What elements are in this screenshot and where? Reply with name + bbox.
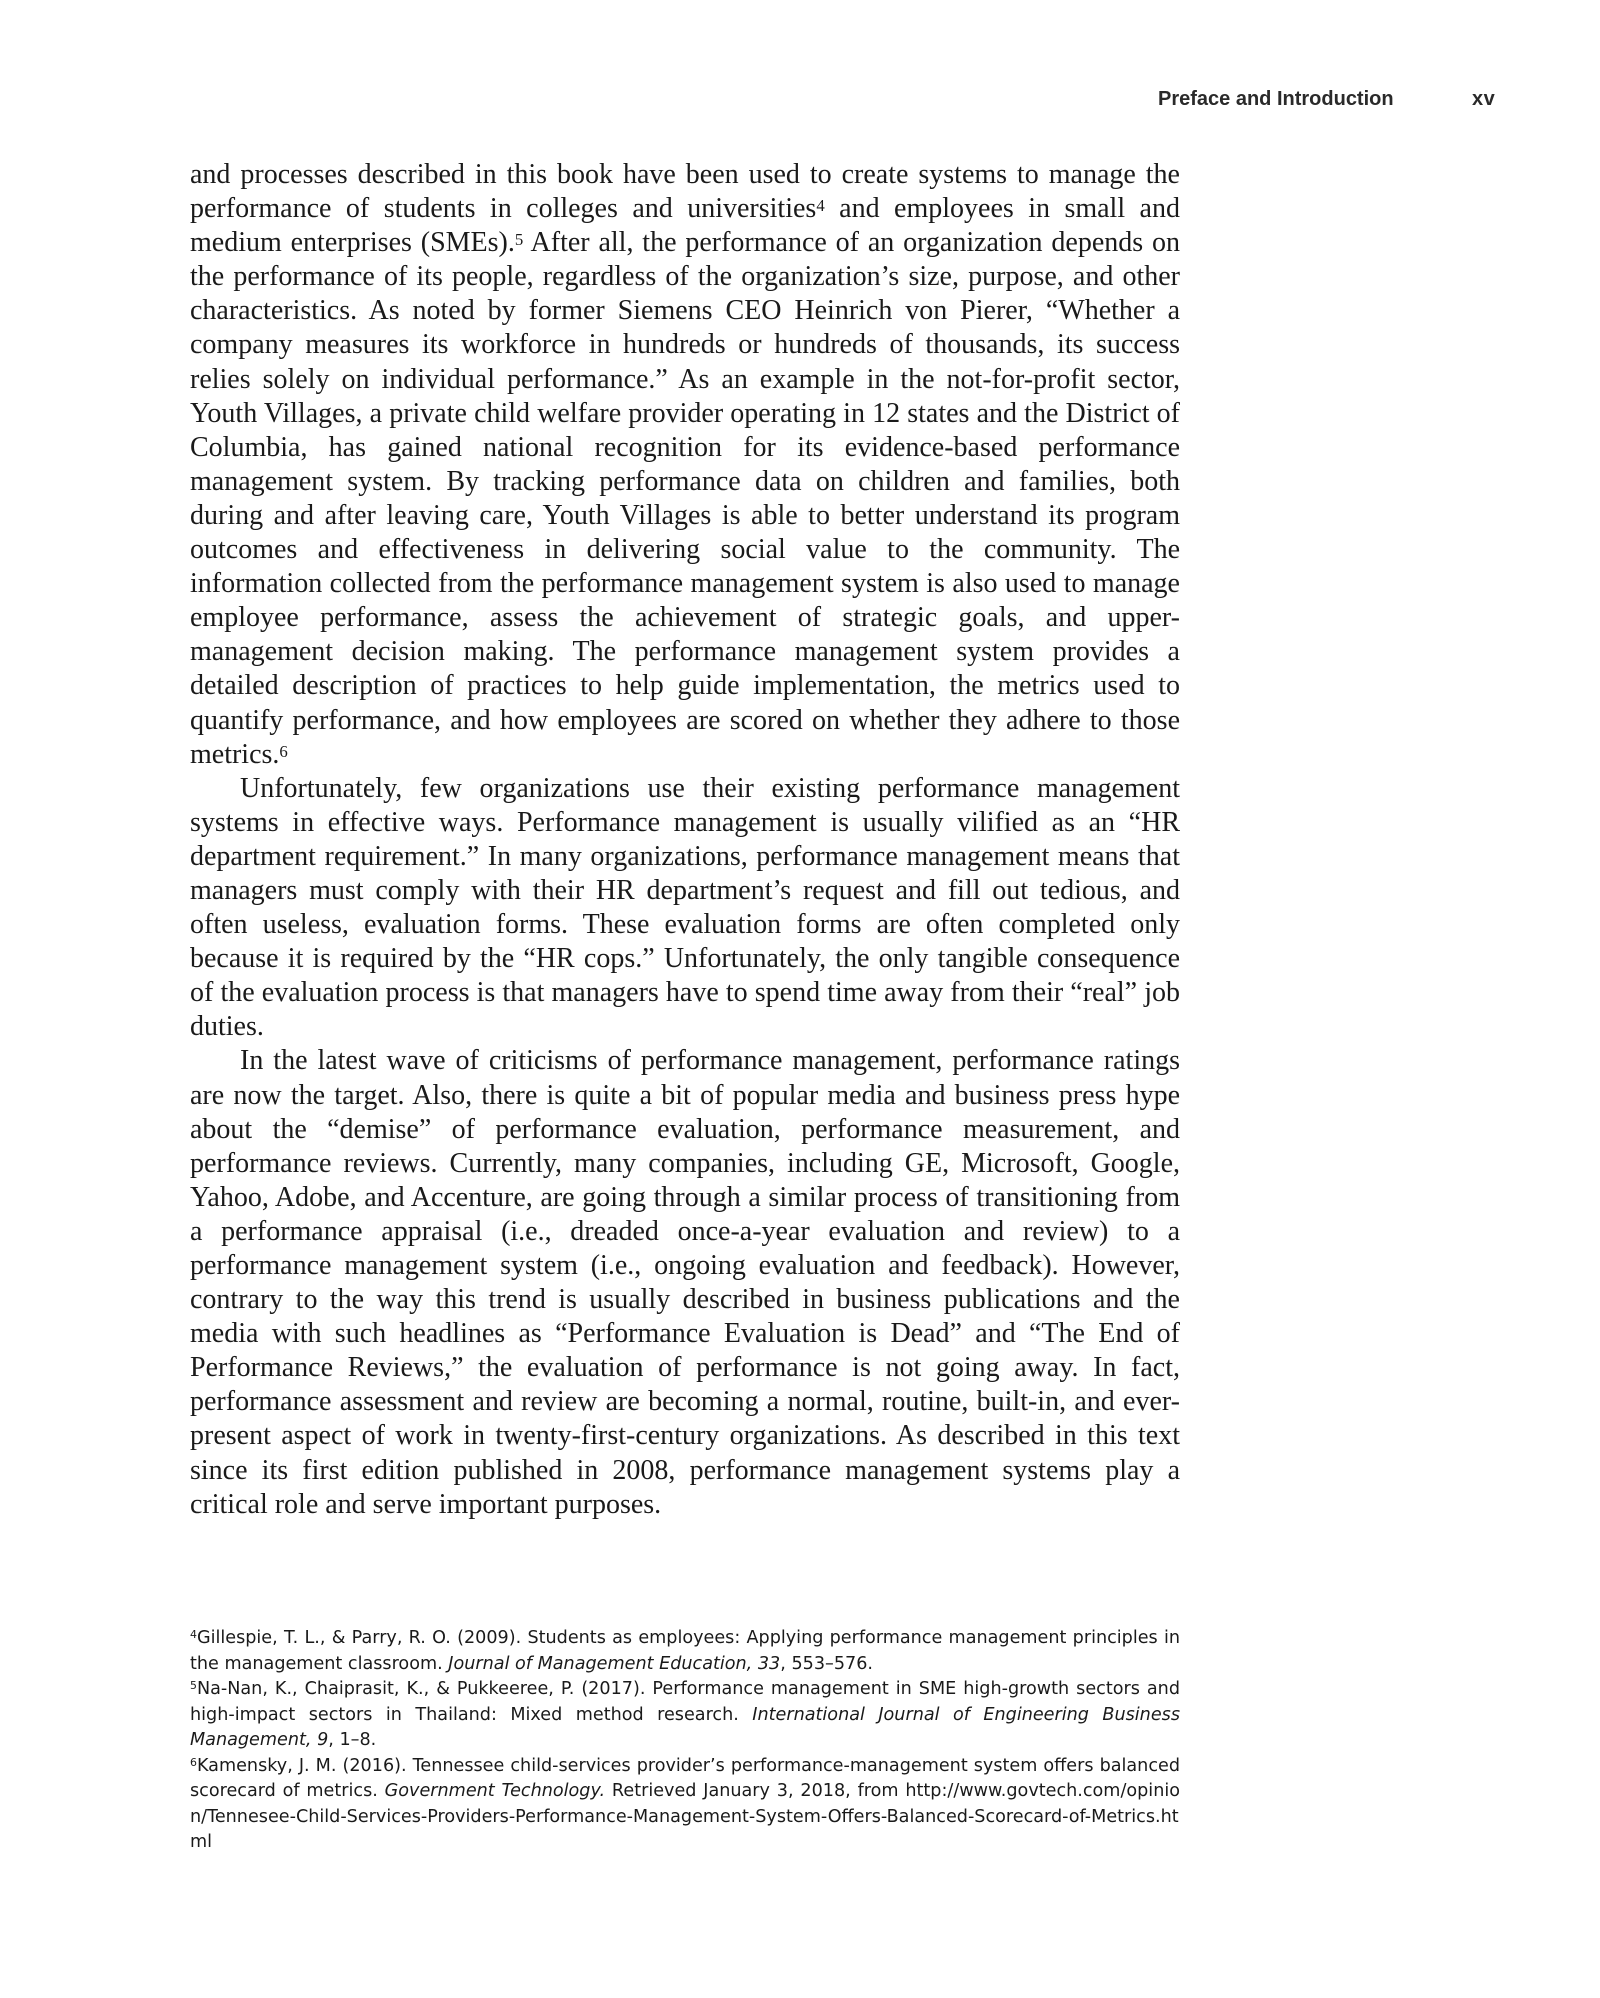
text-run: After all, the performance of an organization depends on the performance of its people, regardless of the organization’s size, purpose, and other characteristics. As noted by former Siemens CEO Heinrich von Pierer, “Whether a company measures its workforce in hundreds or hundreds of thousands, its success relies solely on individual performance.” As an example in the not-for-profit sector, Youth Villages, a private child welfare provider operating in 12 states and the District of Columbia, has gained national recognition for its evidence-based performance management system. By tracking performance data on children and families, both during and after leaving care, Youth Villages is able to better understand its program outcomes and effectiveness in delivering social value to the community. The information collected from the performance management system is also used to manage employee performance, assess the achievement of strategic goals, and upper-management decision making. The performance management system provides a detailed description of practices to help guide implementation, the metrics used to quantify performance, and how employees are scored on whether they adhere to those metrics. (190, 227, 1180, 770)
text-run: and employees in small and medium enterprises (SMEs). (190, 193, 1180, 259)
footnote-marker: 4 (190, 1628, 197, 1642)
footnote (190, 1677, 1180, 1754)
footnote-marker: 6 (190, 1755, 197, 1769)
citation-source: International Journal of Engineering Business Management, 9 (190, 1704, 1180, 1750)
citation-source: Government Technology. (384, 1781, 606, 1801)
footnote-marker: 5 (514, 230, 524, 250)
footnotes (190, 1626, 1180, 1856)
text-run: In the latest wave of criticisms of performance management, performance ratings are now the target. Also, there is quite a bit of popular media and business press hype about the “demise” of performance evaluation, performance measurement, and performance reviews. Currently, many companies, including GE, Microsoft, Google, Yahoo, Adobe, and Accenture, are going through a similar process of transitioning from a performance appraisal (i.e., dreaded once-a-year evaluation and review) to a performance management system (i.e., ongoing evaluation and feedback). However, contrary to the way this trend is usually described in business publications and the media with such headlines as “Performance Evaluation is Dead” and “The End of Performance Reviews,” the evaluation of performance is not going away. In fact, performance assessment and review are becoming a normal, routine, built-in, and ever-present aspect of work in twenty-first-century organizations. As described in this text since its first edition published in 2008, performance management systems play a critical role and serve important purposes. (190, 1045, 1180, 1520)
footnote (190, 1754, 1180, 1856)
paragraph (190, 772, 1180, 1045)
footnote (190, 1626, 1180, 1677)
text-run: and processes described in this book have been used to create systems to manage the performance of students in colleges and universities (190, 159, 1180, 225)
footnote-marker: 6 (279, 741, 288, 761)
paragraph (190, 1044, 1180, 1521)
text-run: Kamensky, J. M. (2016). Tennessee child-services provider’s performance-management system offers balanced scorecard of metrics. (190, 1755, 1180, 1801)
citation-url: http://www.govtech.com/opinion/Tennesee-Child-Services-Providers-Performance-Management-System-Offers-Balanced-Scorecard-of-Metrics.html (190, 1781, 1180, 1852)
body-text (190, 158, 1180, 1522)
text-run: Gillespie, T. L., & Parry, R. O. (2009). Students as employees: Applying performance management principles in the management classroom. (190, 1628, 1180, 1674)
footnote-marker: 5 (190, 1679, 197, 1693)
page-number: xv (1472, 88, 1496, 110)
text-run: Retrieved January 3, 2018, from (605, 1781, 906, 1801)
citation-source: Journal of Management Education, 33 (448, 1653, 781, 1674)
footnote-marker: 4 (816, 196, 825, 216)
running-head-title: Preface and Introduction (1158, 88, 1394, 110)
text-run: , 553–576. (780, 1653, 874, 1674)
text-run: Na-Nan, K., Chaiprasit, K., & Pukkeeree, P. (2017). Performance management in SME high-growth sectors and high-impact sectors in Thailand: Mixed method research. (190, 1679, 1180, 1725)
text-run: Unfortunately, few organizations use their existing performance management systems in effective ways. Performance management is usually vilified as an “HR department requirement.” In many organizations, performance management means that managers must comply with their HR department’s request and fill out tedious, and often useless, evaluation forms. These evaluation forms are often completed only because it is required by the “HR cops.” Unfortunately, the only tangible consequence of the evaluation process is that managers have to spend time away from their “real” job duties. (190, 772, 1180, 1043)
text-run: , 1–8. (328, 1730, 377, 1750)
paragraph (190, 158, 1180, 772)
